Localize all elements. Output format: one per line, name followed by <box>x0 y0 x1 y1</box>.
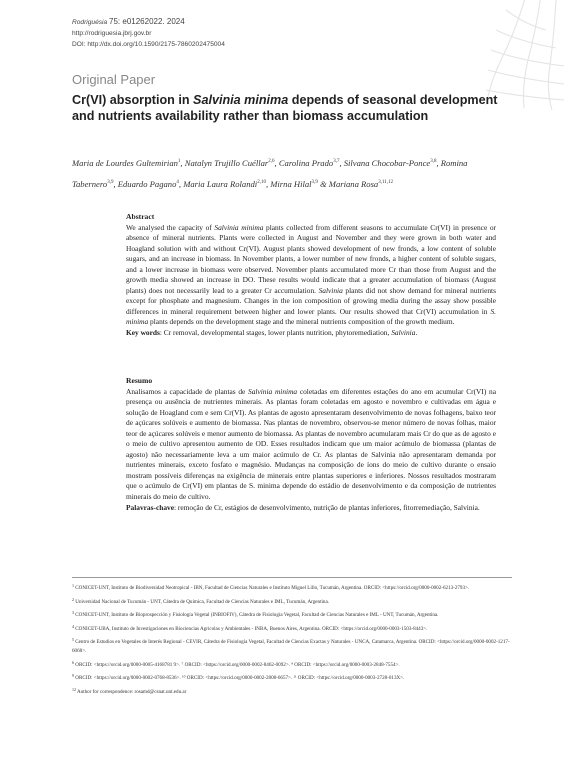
author-name: Mariana Rosa <box>328 179 379 189</box>
author-affiliation: 3,9 <box>311 180 318 185</box>
footnote-number: 12 <box>72 686 76 692</box>
abstract-heading: Abstract <box>126 212 155 221</box>
footnote-number: 5 <box>72 637 74 642</box>
author-affiliation: 2,10 <box>257 180 266 185</box>
resumo-heading: Resumo <box>126 376 153 385</box>
author-affiliation: 2,6 <box>268 159 275 164</box>
journal-name: Rodriguésia <box>72 19 108 26</box>
author-name: Mirna Hilal <box>270 179 312 189</box>
footnote-number: 6 <box>72 659 74 665</box>
abstract-text: We analysed the capacity of Salvinia minima plants collected from different seasons to accumulate Cr(VI) in presence or absence of mineral nutrients. Plants were collected in August and November and they were grown in both water and Hoagland solution with and without Cr(VI). August plants showed development of new fronds, a low content of soluble sugars, and an increase in biomass. In November plants, a lower number of new fronds, a higher content of soluble sugars, and a lower increase in biomass were observed. November plants accumulated more Cr than those from August and the growth media showed an increase in DO. These results would indicate that a greater accumulation of biomass (August plants) does not necessarily lead to a greater Cr accumulation. Salvinia plants did not show demand for mineral nutrients except for phosphate and magnesium. Changes in the ion composition of growing media during the assay show possible differences in mineral requirement between higher and lower plants. Our results showed that Cr(VI) accumulation in S. minima plants depends on the development stage and the mineral nutrients composition of the growth medium. <box>126 222 496 327</box>
author-name: Natalyn Trujillo Cuéllar <box>184 158 269 168</box>
footnote-text: CONICET-UNT, Instituto de Biodiversidad Neotropical - IBN, Facultad de Ciencias Naturales e Instituto Miguel Lillo, Tucumán, Argentina. ORCID: <https://orcid.org/0000-0002-6213-2793>. <box>74 585 470 591</box>
author-name: Silvana Chocobar-Ponce <box>343 158 431 168</box>
abstract-keywords: Key words: Cr removal, developmental stages, lower plants nutrition, phytoremediation, Salvinia. <box>126 328 418 338</box>
author-affiliation: 3,7 <box>333 159 340 164</box>
footnote-text: Universidad Nacional de Tucumán - UNT, Cátedra de Química, Facultad de Ciencias Naturales e IML, Tucumán, Argentina. <box>74 598 330 605</box>
journal-url[interactable]: http://rodriguesia.jbrj.gov.br <box>72 30 152 37</box>
author-affiliation: 3,11,12 <box>378 180 394 185</box>
footnote-text: ORCID: <https://orcid.org/0000-0002-0768-8536>. ¹⁰ ORCID: <https://orcid.org/0000-0002-2808-6657>. ¹¹ ORCID: <https://orcid.org/0000-0003-2728-013X>. <box>74 675 405 681</box>
footnote-divider <box>72 577 512 578</box>
author-name: Eduardo Pagano <box>117 179 177 189</box>
author-affiliation: 3,8 <box>430 159 437 164</box>
doi-link[interactable]: DOI: http://dx.doi.org/10.1590/2175-7860202475004 <box>72 41 225 48</box>
footnote <box>72 671 512 683</box>
abstract-block <box>126 212 496 339</box>
footnote <box>72 622 512 634</box>
footnote-number: 1 <box>72 583 74 588</box>
footnote-text: ORCID: <https://orcid.org/0000-0005-4168781 9>. ⁷ ORCID: <https://orcid.org/0000-0002-8462-0092>. ⁸ ORCID: <https://orcid.org/0000-0003-2848-7554>. <box>74 661 400 668</box>
footnote <box>72 635 512 656</box>
journal-header <box>72 16 225 50</box>
author-affiliation: 3,9 <box>107 180 114 185</box>
footnote <box>72 658 512 670</box>
journal-volume: 75: e01262022. 2024 <box>109 17 185 26</box>
article-title: Cr(VI) absorption in Salvinia minima depends of seasonal development and nutrients availability rather than biomass accumulation <box>72 93 498 123</box>
footnote-text: CONICET-UNT, Instituto de Bioprospección y Fisiología Vegetal (INBIOFIV), Cátedra de Fisiología Vegetal, Facultad de Ciencias Naturales e IML - UNT, Tucumán, Argentina. <box>74 612 439 618</box>
footnote <box>72 685 512 697</box>
footnote-number: 9 <box>72 673 74 678</box>
footnote-number: 4 <box>72 623 74 629</box>
resumo-text: Analisamos a capacidade de plantas de Salvinia minima coletadas em diferentes estações do ano em acumular Cr(VI) na presença ou ausência de nutrientes minerais. As plantas foram coletadas em agosto e novembro e cultivadas em água e solução de Hoagland com e sem Cr(VI). As plantas de agosto apresentaram desenvolvimento de novas folhagens, baixo teor de açúcares solúveis e aumento de biomassa. Nas plantas de novembro, observou-se menor número de novas folhas, maior teor de açúcares solúveis e menor aumento de biomassa. As plantas de novembro acumularam mais Cr do que as de agosto e o meio de cultivo apresentou aumento de OD. Esses resultados indicam que um maior acúmulo de biomassa (plantas de agosto) não necessariamente leva a um maior acúmulo de Cr. As plantas de Salvinia não apresentaram demanda por nutrientes minerais, exceto fosfato e magnésio. Mudanças na composição de íons do meio de cultivo durante o ensaio mostram possíveis diferenças na exigência de minerais entre plantas superiores e inferiores. Nossos resultados mostraram que o acúmulo de Cr(VI) em plantas de S. minima depende do estádio de desenvolvimento e da composição de nutrientes minerais do meio de cultivo. <box>126 386 496 502</box>
author-name: Maria de Lourdes Gultemirian <box>72 158 178 168</box>
resumo-keywords: Palavras-chave: remoção de Cr, estágios de desenvolvimento, nutrição de plantas inferiores, fitorremediação, Salvinia. <box>126 502 480 512</box>
footnote-text: Author for correspondence: rosamd@csnat.unt.edu.ar <box>76 688 187 695</box>
footnote-text: Centro de Estudios en Vegetales de Interés Regional - CEVIR, Cátedra de Fisiología Vegetal, Facultad de Ciencias Exactas y Naturales - UNCA, Catamarca, Argentina. ORCID: <https://orcid.org/0000-0002-1217-6068>. <box>72 639 510 654</box>
footnote <box>72 595 512 607</box>
resumo-block <box>126 376 496 513</box>
author-name: Maria Laura Rolandi <box>183 179 258 189</box>
footnote <box>72 608 512 620</box>
author-list: Maria de Lourdes Gultemirian$^1$, Natalyn Trujillo Cuéllar$^{2,6}$, Carolina Prado$^{3,7}$, Silvana Chocobar-Ponce$^{3,8}$, Romina Tabernero$^{3,9}$, Eduardo Pagano$^4$, Maria Laura Rolandi$^{2,10}$, Mirna Hilal$^{3,9}$ & Mariana Rosa$^{3,11,12}$ <box>72 158 468 189</box>
footnote-number: 3 <box>72 610 74 615</box>
footnote <box>72 581 512 593</box>
footnote-number: 2 <box>72 596 74 602</box>
title-species: Salvinia minima <box>193 93 289 107</box>
section-label: Original Paper <box>72 72 156 87</box>
author-name: Carolina Prado <box>278 158 334 168</box>
footnotes <box>72 577 512 698</box>
author-affiliation: 1 <box>177 159 181 164</box>
author-name: Romina Tabernero <box>72 158 468 189</box>
author-affiliation: 4 <box>176 180 179 185</box>
footnote-text: CONICET-UBA, Instituto de Investigaciones en Biociencias Agrícolas y Ambientales - INBA, Buenos Aires, Argentina. ORCID: <https://orcid.org/0000-0003-1503-8443>. <box>74 625 428 632</box>
